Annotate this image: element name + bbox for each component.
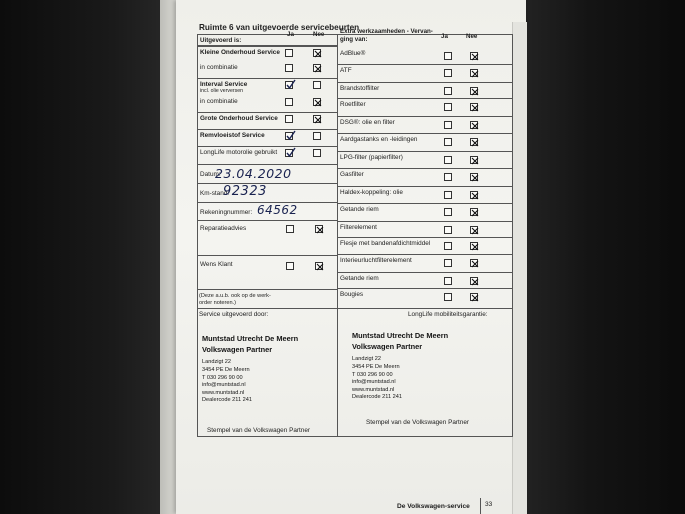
left-row-label: in combinatie xyxy=(200,98,238,105)
stamp-street: Landzigt 22 xyxy=(352,356,381,363)
kmstand-label: Km-stand: xyxy=(200,190,230,197)
datum-value: 23.04.2020 xyxy=(215,166,292,181)
right-row-divider xyxy=(337,64,512,65)
right-row-label: DSG®: olie en filter xyxy=(340,119,395,126)
right-row-nee-checkbox[interactable] xyxy=(470,226,478,234)
table-left-border xyxy=(197,34,198,437)
right-row-ja-checkbox[interactable] xyxy=(444,242,452,250)
right-row-label: Getande riem xyxy=(340,206,379,213)
stamp-dealer: Dealercode 211 241 xyxy=(202,397,252,404)
left-row-ja-checkbox[interactable] xyxy=(285,132,293,140)
right-row-nee-checkbox[interactable] xyxy=(470,103,478,111)
right-row-ja-checkbox[interactable] xyxy=(444,103,452,111)
right-row-ja-checkbox[interactable] xyxy=(444,173,452,181)
stamp-email: info@muntstad.nl xyxy=(202,382,246,389)
service-label: Service uitgevoerd door: xyxy=(199,311,269,318)
datum-label: Datum: xyxy=(200,171,221,178)
left-col-ja: Ja xyxy=(287,31,294,38)
stamp-partner: Volkswagen Partner xyxy=(352,342,423,352)
right-row-divider xyxy=(337,116,512,117)
stamp-email: info@muntstad.nl xyxy=(352,379,396,386)
right-row-nee-checkbox[interactable] xyxy=(470,121,478,129)
right-row-label: Gasfilter xyxy=(340,171,364,178)
right-row-ja-checkbox[interactable] xyxy=(444,69,452,77)
left-row-nee-checkbox[interactable] xyxy=(313,64,321,72)
left-row-ja-checkbox[interactable] xyxy=(285,115,293,123)
left-row-nee-checkbox[interactable] xyxy=(313,132,321,140)
reparatieadvies-label: Reparatieadvies xyxy=(200,225,247,232)
right-row-ja-checkbox[interactable] xyxy=(444,208,452,216)
longlife-label: LongLife mobiliteitsgarantie: xyxy=(408,311,488,318)
left-row-nee-checkbox[interactable] xyxy=(313,98,321,106)
right-row-divider xyxy=(337,168,512,169)
right-row-nee-checkbox[interactable] xyxy=(470,156,478,164)
right-row-nee-checkbox[interactable] xyxy=(470,138,478,146)
note-line1: (Deze a.u.b. ook op de werk- xyxy=(199,293,271,299)
left-row-nee-checkbox[interactable] xyxy=(313,49,321,57)
right-row-divider xyxy=(337,237,512,238)
left-row-sublabel: incl. olie verversen xyxy=(200,88,243,94)
right-row-divider xyxy=(337,151,512,152)
right-row-label: Roetfilter xyxy=(340,101,366,108)
stamp-street: Landzigt 22 xyxy=(202,359,231,366)
table-center-divider xyxy=(337,34,338,437)
table-bottom-border xyxy=(197,436,513,437)
photo-background-left xyxy=(0,0,162,514)
left-row-nee-checkbox[interactable] xyxy=(313,149,321,157)
left-row-divider xyxy=(197,146,337,147)
left-row-divider xyxy=(197,183,337,184)
stamp-caption-right: Stempel van de Volkswagen Partner xyxy=(366,419,470,426)
right-row-nee-checkbox[interactable] xyxy=(470,259,478,267)
left-row-ja-checkbox[interactable] xyxy=(285,81,293,89)
left-row-label: LongLife motorolie gebruikt xyxy=(200,149,278,156)
right-row-label: Filterelement xyxy=(340,224,377,231)
page-title: Ruimte 6 van uitgevoerde servicebeurten xyxy=(199,23,360,32)
note-line2: order noteren.) xyxy=(199,300,237,306)
table-right-border xyxy=(512,34,513,437)
right-col-ja: Ja xyxy=(441,33,448,40)
stamp-web: www.muntstad.nl xyxy=(352,386,395,393)
left-header: Uitgevoerd is: xyxy=(200,37,242,44)
right-row-ja-checkbox[interactable] xyxy=(444,259,452,267)
right-row-ja-checkbox[interactable] xyxy=(444,226,452,234)
right-header-line2: ging van: xyxy=(340,36,368,43)
right-row-divider xyxy=(337,186,512,187)
stamp-name: Muntstad Utrecht De Meern xyxy=(202,334,299,343)
right-row-ja-checkbox[interactable] xyxy=(444,293,452,301)
left-row-label: Remvloeistof Service xyxy=(200,132,265,139)
kmstand-value: 92323 xyxy=(223,184,267,199)
right-row-label: AdBlue® xyxy=(340,50,366,57)
right-row-divider xyxy=(337,221,512,222)
right-row-label: Haldex-koppeling: olie xyxy=(340,189,403,196)
right-row-label: LPG-filter (papierfilter) xyxy=(340,154,403,161)
right-row-label: Flesje met bandenafdichtmiddel xyxy=(340,240,431,247)
right-row-ja-checkbox[interactable] xyxy=(444,191,452,199)
right-row-ja-checkbox[interactable] xyxy=(444,138,452,146)
right-header-line1: Extra werkzaamheden - Vervan- xyxy=(340,28,433,35)
right-col-nee: Nee xyxy=(466,33,478,40)
left-row-divider xyxy=(197,78,337,79)
stamp-city: 3454 PE De Meern xyxy=(202,366,250,373)
stamp-dealer: Dealercode 211 241 xyxy=(352,394,402,401)
service-section-divider xyxy=(197,308,513,309)
left-row-divider xyxy=(197,255,337,256)
left-row-divider xyxy=(197,289,337,290)
left-row-ja-checkbox[interactable] xyxy=(285,64,293,72)
left-row-divider xyxy=(197,112,337,113)
left-col-nee: Nee xyxy=(313,31,325,38)
left-row-nee-checkbox[interactable] xyxy=(313,115,321,123)
stamp-city: 3454 PE De Meern xyxy=(352,363,400,370)
right-row-divider xyxy=(337,133,512,134)
left-row-divider xyxy=(197,220,337,221)
right-row-ja-checkbox[interactable] xyxy=(444,52,452,60)
wens-klant-nee-checkbox[interactable] xyxy=(315,262,323,270)
left-row-ja-checkbox[interactable] xyxy=(285,149,293,157)
right-row-divider xyxy=(337,272,512,273)
right-row-ja-checkbox[interactable] xyxy=(444,156,452,164)
right-row-label: ATF xyxy=(340,67,352,74)
right-row-label: Brandstoffilter xyxy=(340,85,380,92)
left-row-ja-checkbox[interactable] xyxy=(285,98,293,106)
stamp-phone: T 030 296 90 00 xyxy=(202,374,243,381)
footer-text: De Volkswagen-service xyxy=(397,503,470,510)
left-row-label: in combinatie xyxy=(200,64,238,71)
right-row-ja-checkbox[interactable] xyxy=(444,121,452,129)
stamp-web: www.muntstad.nl xyxy=(202,389,245,396)
right-row-nee-checkbox[interactable] xyxy=(470,293,478,301)
page-number: 33 xyxy=(485,501,493,508)
reparatieadvies-ja-checkbox[interactable] xyxy=(286,225,294,233)
rekening-value: 64562 xyxy=(257,203,298,217)
left-row-divider xyxy=(197,164,337,165)
stamp-name: Muntstad Utrecht De Meern xyxy=(352,331,449,340)
stamp-phone: T 030 296 90 00 xyxy=(352,371,393,378)
page-edge-strip xyxy=(512,22,527,514)
right-row-nee-checkbox[interactable] xyxy=(470,69,478,77)
photo-background-right xyxy=(526,0,685,514)
right-row-label: Interieurluchtfilterelement xyxy=(340,257,412,264)
rekening-label: Rekeningnummer: xyxy=(200,209,253,216)
left-row-divider xyxy=(197,129,337,130)
left-row-label: Grote Onderhoud Service xyxy=(200,115,278,122)
right-row-divider xyxy=(337,203,512,204)
right-row-divider xyxy=(337,98,512,99)
dealer-stamp-left xyxy=(202,335,298,405)
wens-klant-label: Wens Klant xyxy=(200,261,233,268)
right-row-divider xyxy=(337,288,512,289)
reparatieadvies-nee-checkbox[interactable] xyxy=(315,225,323,233)
left-row-label: Interval Service xyxy=(200,81,248,88)
right-row-nee-checkbox[interactable] xyxy=(470,242,478,250)
right-row-nee-checkbox[interactable] xyxy=(470,87,478,95)
right-row-ja-checkbox[interactable] xyxy=(444,87,452,95)
right-row-label: Getande riem xyxy=(340,275,379,282)
right-row-nee-checkbox[interactable] xyxy=(470,208,478,216)
left-row-nee-checkbox[interactable] xyxy=(313,81,321,89)
stamp-partner: Volkswagen Partner xyxy=(202,345,273,355)
right-row-label: Aardgastanks en -leidingen xyxy=(340,136,418,143)
left-row-label: Kleine Onderhoud Service xyxy=(200,49,280,56)
right-row-ja-checkbox[interactable] xyxy=(444,277,452,285)
right-row-label: Bougies xyxy=(340,291,364,298)
right-row-nee-checkbox[interactable] xyxy=(470,52,478,60)
right-row-nee-checkbox[interactable] xyxy=(470,277,478,285)
left-row-ja-checkbox[interactable] xyxy=(285,49,293,57)
left-row-divider xyxy=(197,46,337,47)
dealer-stamp-right xyxy=(352,332,448,402)
stamp-caption-left: Stempel van de Volkswagen Partner xyxy=(207,427,311,434)
right-row-nee-checkbox[interactable] xyxy=(470,191,478,199)
right-row-nee-checkbox[interactable] xyxy=(470,173,478,181)
right-row-divider xyxy=(337,82,512,83)
right-row-divider xyxy=(337,254,512,255)
footer-divider xyxy=(480,498,481,514)
wens-klant-ja-checkbox[interactable] xyxy=(286,262,294,270)
